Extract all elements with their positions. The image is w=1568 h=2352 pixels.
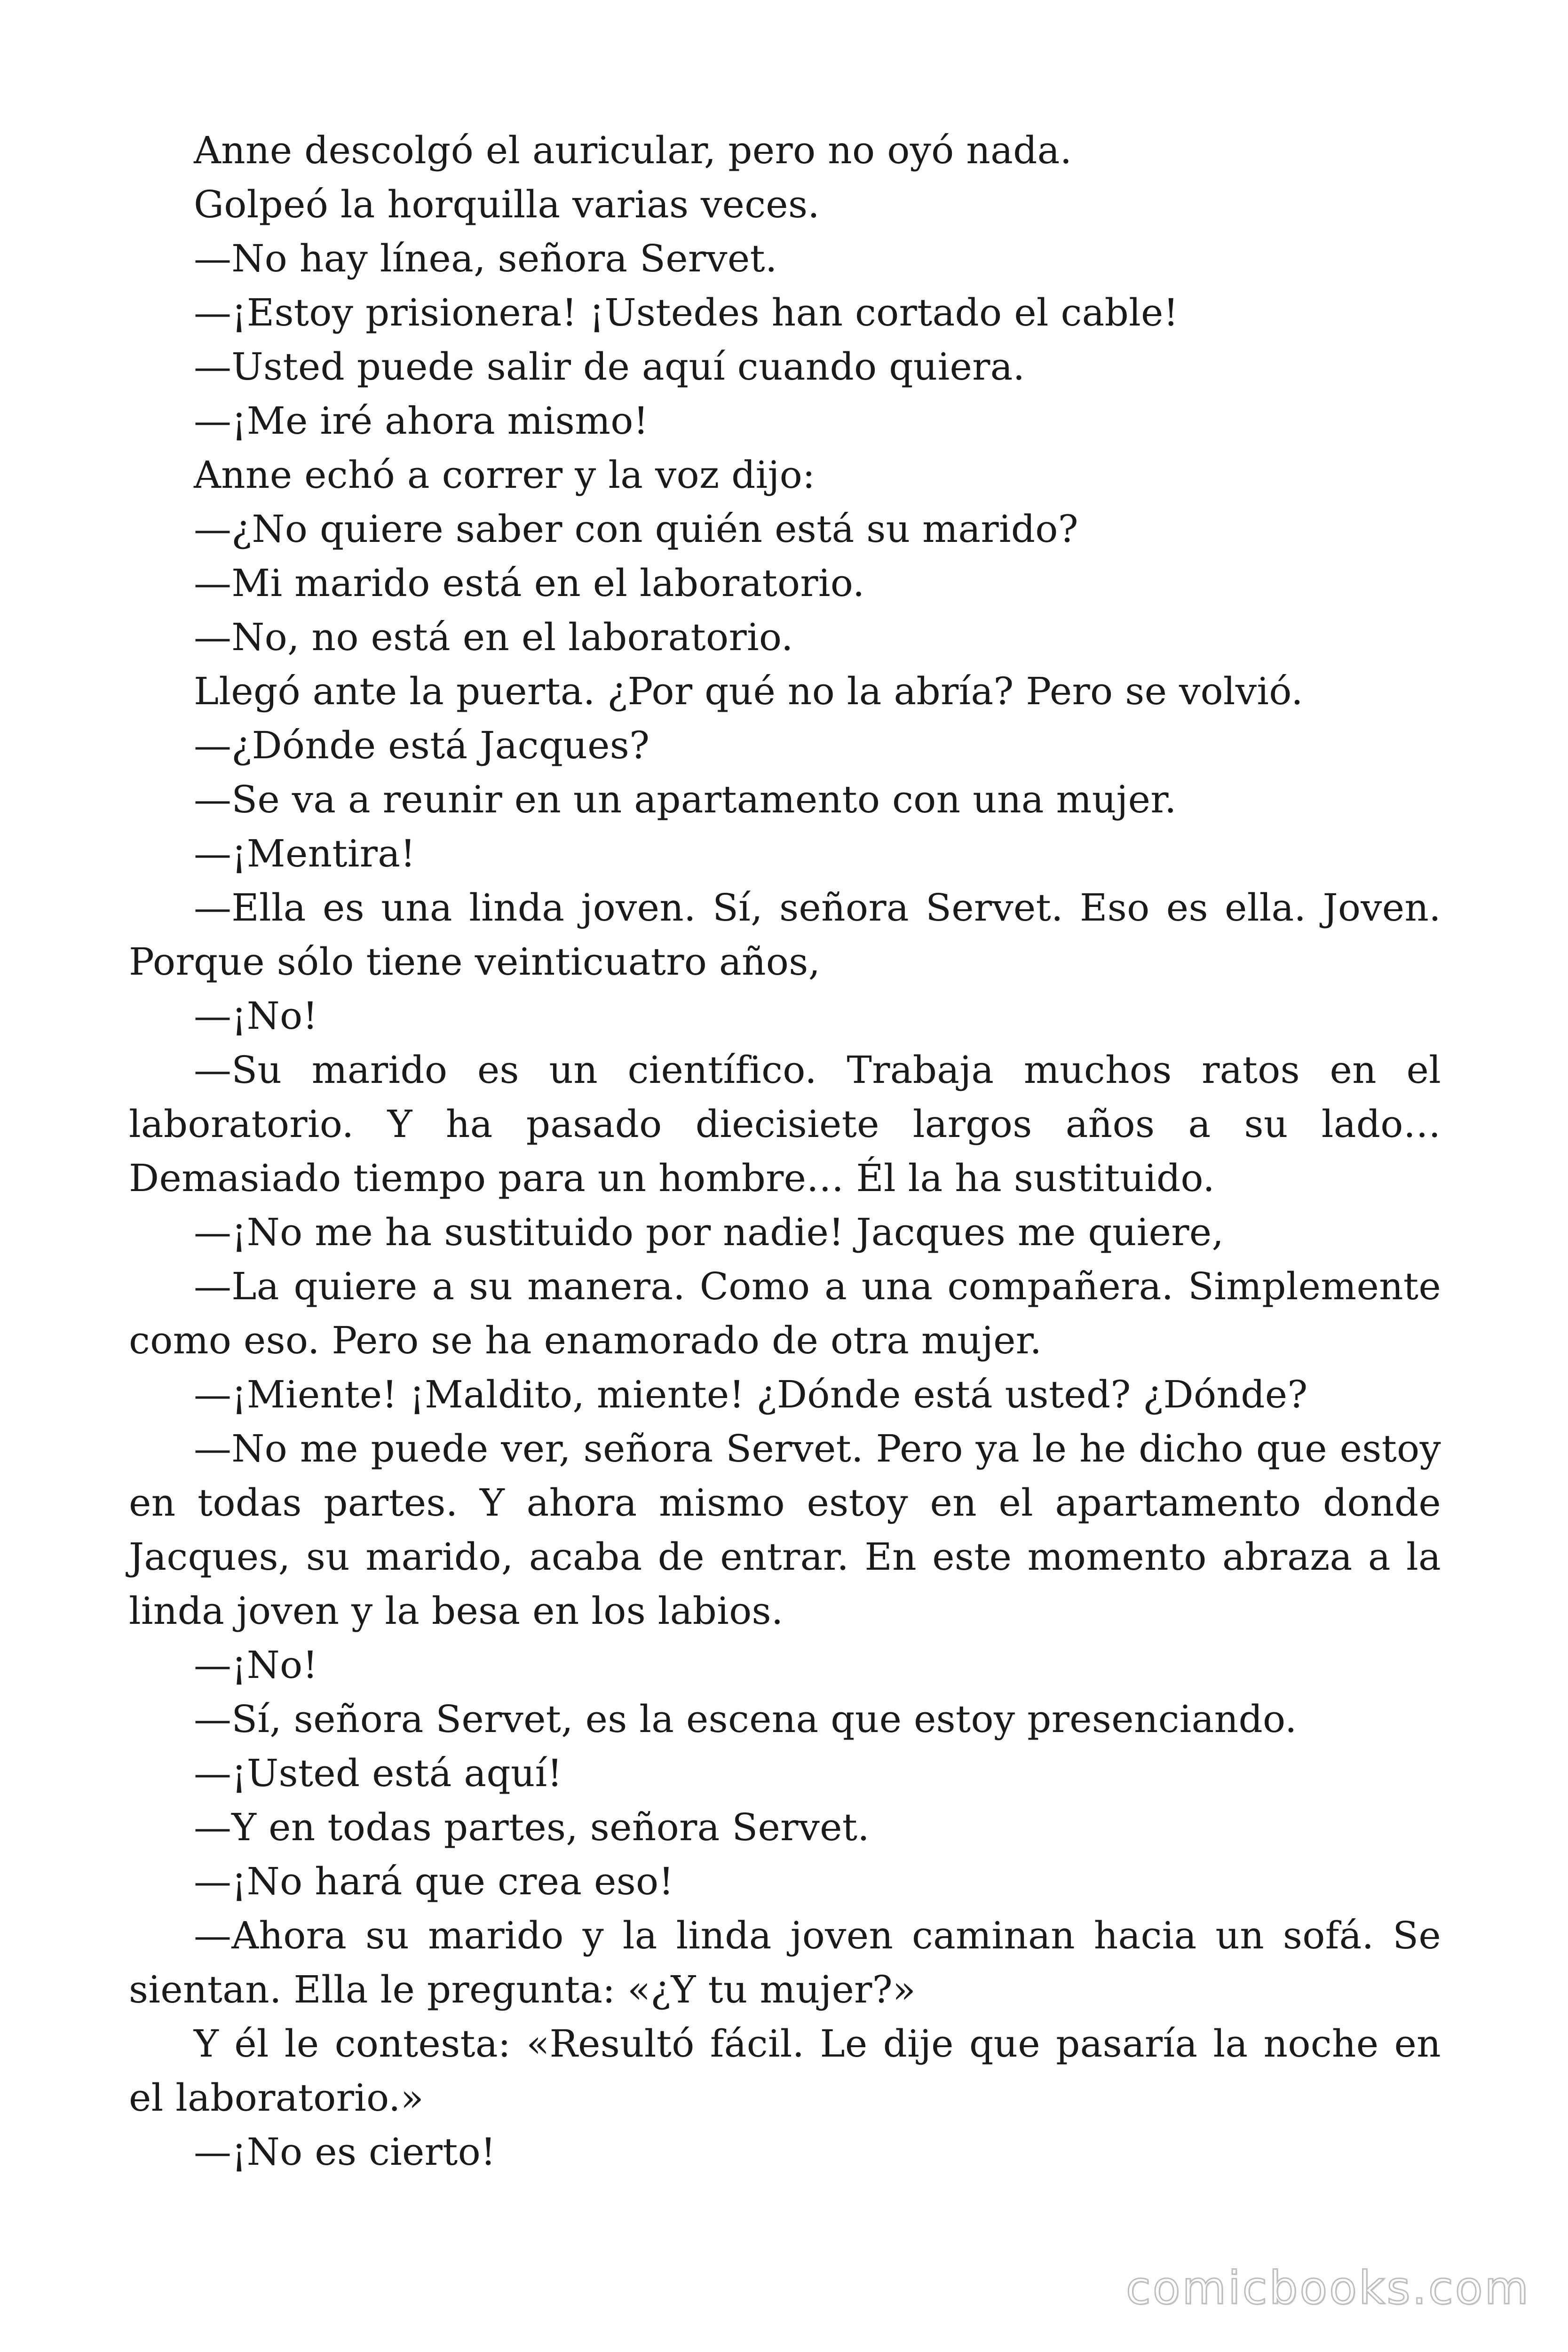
paragraph: —¡No me ha sustituido por nadie! Jacques me quiere, bbox=[194, 1210, 1224, 1254]
paragraph: Golpeó la horquilla varias veces. bbox=[194, 183, 820, 226]
paragraph: —La quiere a su manera. Como a una compañera. Simplemente como eso. Pero se ha enamorado de otra mujer. bbox=[129, 1264, 1441, 1362]
paragraph: —No hay línea, señora Servet. bbox=[194, 237, 777, 280]
paragraph: —Usted puede salir de aquí cuando quiera. bbox=[194, 345, 1025, 389]
paragraph: —No me puede ver, señora Servet. Pero ya le he dicho que estoy en todas partes. Y ahora mismo estoy en el apartamento donde Jacques, su marido, acaba de entrar. En este momento abraza a la linda joven y la besa en los labios. bbox=[129, 1427, 1441, 1633]
paragraph: —Sí, señora Servet, es la escena que estoy presenciando. bbox=[194, 1697, 1297, 1741]
paragraph: —¡Estoy prisionera! ¡Ustedes han cortado el cable! bbox=[194, 291, 1179, 334]
paragraph: —¡Miente! ¡Maldito, miente! ¿Dónde está usted? ¿Dónde? bbox=[194, 1373, 1308, 1416]
page-body bbox=[129, 123, 1441, 2179]
paragraph: —¡No hará que crea eso! bbox=[194, 1859, 674, 1903]
paragraph: —Su marido es un científico. Trabaja muchos ratos en el laboratorio. Y ha pasado diecisiete largos años a su lado… Demasiado tiempo para un hombre… Él la ha sustituido. bbox=[129, 1048, 1441, 1200]
paragraph: —¡Usted está aquí! bbox=[194, 1751, 562, 1795]
paragraph: —¡No! bbox=[194, 1643, 318, 1687]
paragraph: —Mi marido está en el laboratorio. bbox=[194, 561, 865, 605]
paragraph: Anne descolgó el auricular, pero no oyó nada. bbox=[194, 128, 1072, 172]
paragraph: —Se va a reunir en un apartamento con una mujer. bbox=[194, 778, 1177, 821]
paragraph: —¡No! bbox=[194, 994, 318, 1038]
paragraph: —Y en todas partes, señora Servet. bbox=[194, 1805, 870, 1849]
paragraph: —Ahora su marido y la linda joven caminan hacia un sofá. Se sientan. Ella le pregunta: «¿Y tu mujer?» bbox=[129, 1914, 1441, 2011]
paragraph: Llegó ante la puerta. ¿Por qué no la abría? Pero se volvió. bbox=[194, 669, 1303, 713]
paragraph: —¡Mentira! bbox=[194, 832, 416, 875]
paragraph: —¿No quiere saber con quién está su marido? bbox=[194, 507, 1078, 551]
paragraph: Y él le contesta: «Resultó fácil. Le dije que pasaría la noche en el laboratorio.» bbox=[129, 2022, 1441, 2120]
paragraph: —¿Dónde está Jacques? bbox=[194, 723, 650, 767]
paragraph: Anne echó a correr y la voz dijo: bbox=[194, 453, 816, 497]
paragraph: —No, no está en el laboratorio. bbox=[194, 615, 793, 659]
paragraph: —Ella es una linda joven. Sí, señora Servet. Eso es ella. Joven. Porque sólo tiene veinticuatro años, bbox=[129, 886, 1441, 984]
watermark: comicbooks.com bbox=[1125, 2262, 1530, 2314]
paragraph: —¡No es cierto! bbox=[194, 2130, 496, 2174]
paragraph: —¡Me iré ahora mismo! bbox=[194, 399, 649, 443]
